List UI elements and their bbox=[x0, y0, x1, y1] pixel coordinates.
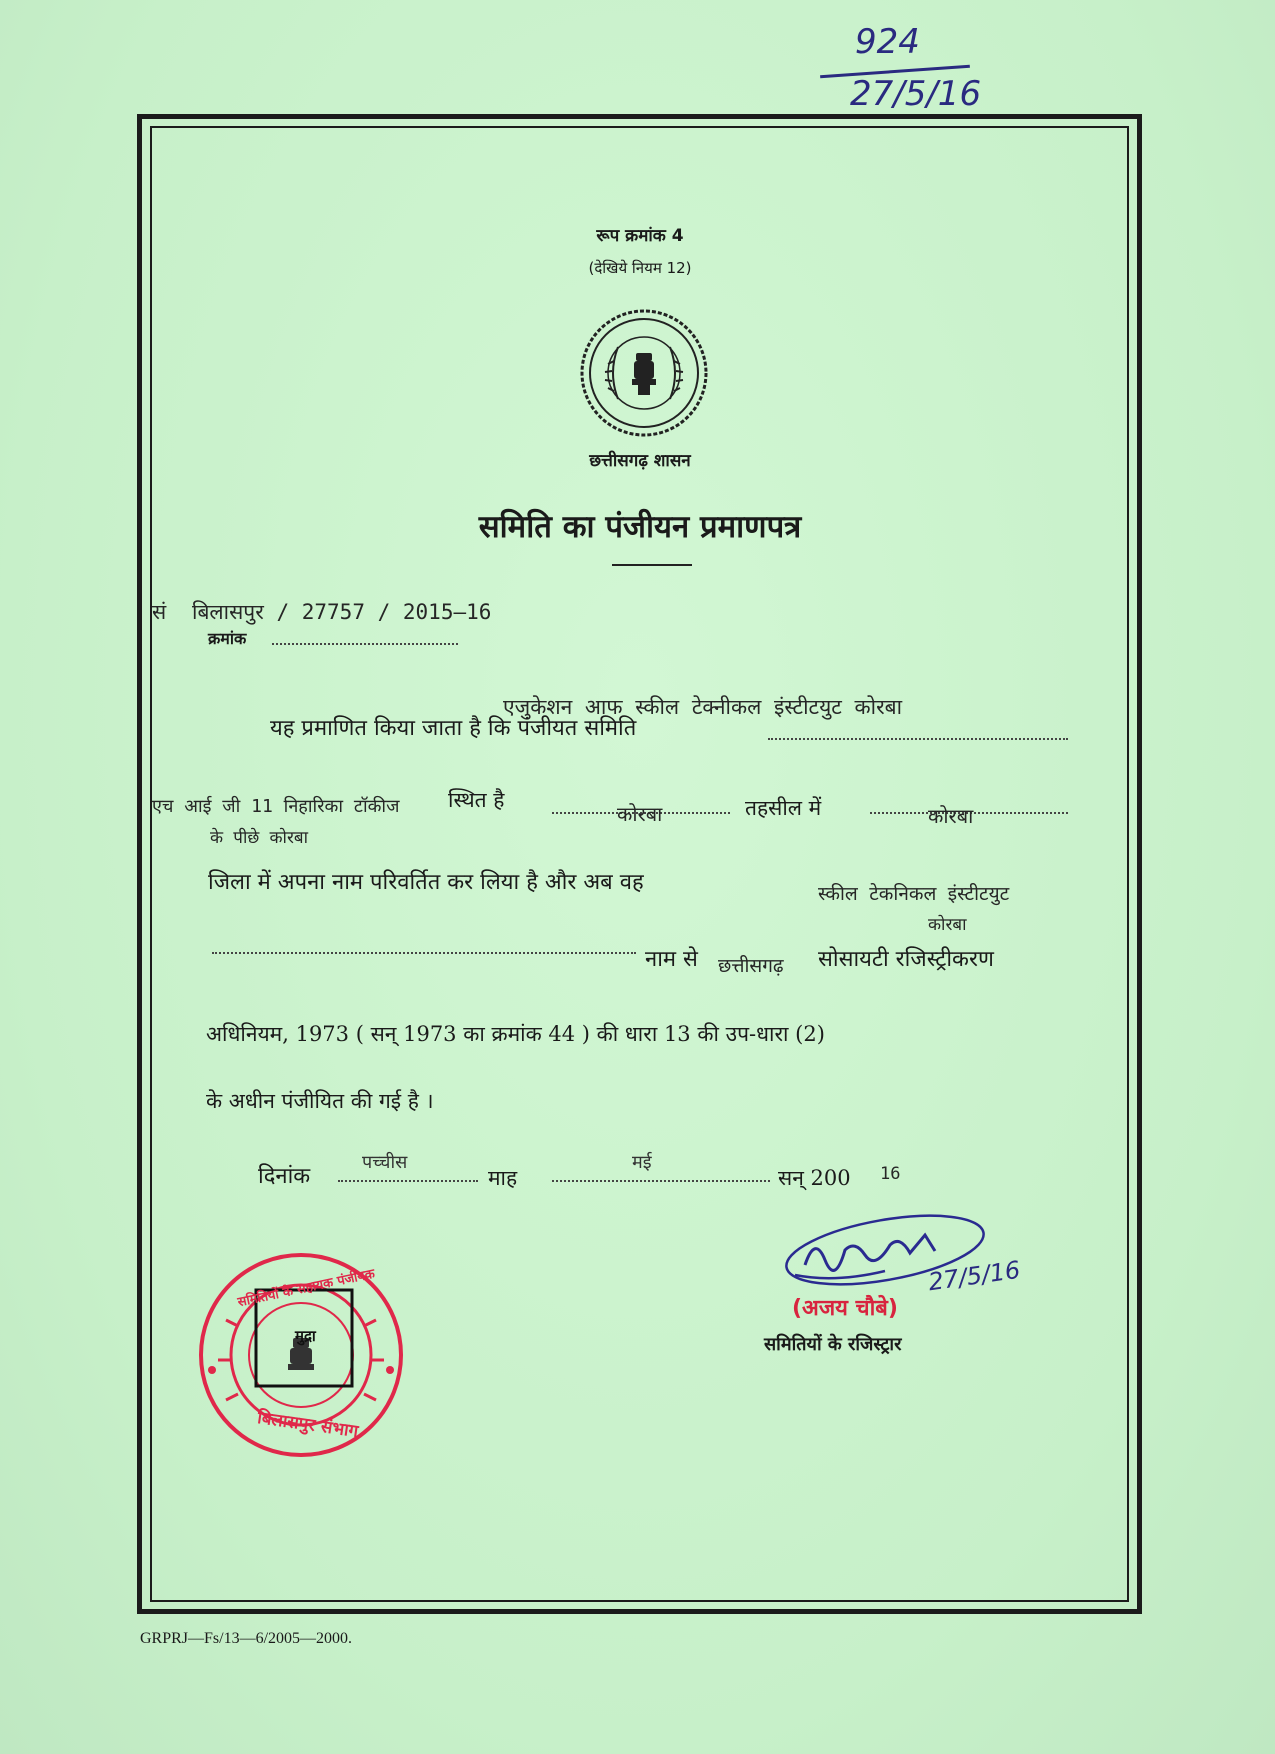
certify-line: यह प्रमाणित किया जाता है कि पंजीयत समिति bbox=[270, 716, 637, 741]
signature-date: 27/5/16 bbox=[926, 1255, 1023, 1297]
form-code-footer: GRPRJ—Fs/13—6/2005—2000. bbox=[140, 1630, 353, 1647]
serial-number: बिलासपुर / 27757 / 2015–16 bbox=[192, 600, 492, 624]
govt-name: छत्तीसगढ़ शासन bbox=[589, 451, 691, 471]
society-dotted-line bbox=[768, 738, 1068, 740]
district-value: कोरबा bbox=[928, 804, 974, 828]
registrar-signature bbox=[775, 1205, 1015, 1305]
form-number: रूप क्रमांक 4 bbox=[596, 226, 684, 246]
address-handwritten-2: के पीछे कोरबा bbox=[210, 828, 309, 848]
month-dotted-line bbox=[552, 1180, 770, 1182]
stamp-ring-text: समितियों के सहायक पंजीयक bbox=[236, 1266, 377, 1311]
stamp-bottom-text: बिलासपुर संभाग bbox=[256, 1408, 360, 1442]
date-month: मई bbox=[632, 1152, 652, 1173]
handwritten-ref-number: 924 bbox=[855, 22, 920, 62]
name-change-line: जिला में अपना नाम परिवर्तित कर लिया है और अब वह bbox=[208, 870, 644, 895]
year-suffix: 16 bbox=[880, 1164, 901, 1184]
title-underline bbox=[612, 564, 692, 566]
society-registration-label: सोसायटी रजिस्ट्रीकरण bbox=[818, 947, 994, 972]
emblem-icon bbox=[578, 307, 710, 439]
registrar-name-stamp: (अजय चौबे) bbox=[792, 1296, 898, 1321]
name-from-label: नाम से bbox=[645, 947, 698, 972]
registered-under-line: के अधीन पंजीयित की गई है । bbox=[206, 1089, 434, 1113]
act-reference-line: अधिनियम, 1973 ( सन् 1973 का क्रमांक 44 ) की धारा 13 की उप-धारा (2) bbox=[206, 1022, 825, 1046]
rule-reference: (देखिये नियम 12) bbox=[588, 259, 692, 277]
handwritten-ref-date: 27/5/16 bbox=[850, 74, 982, 114]
registrar-title: समितियों के रजिस्ट्रार bbox=[764, 1334, 902, 1355]
society-name: एजुकेशन आफ स्कील टेक्नीकल इंस्टीटयुट कोरबा bbox=[503, 695, 903, 719]
tehsil-value: कोरबा bbox=[617, 802, 663, 826]
new-society-name: स्कील टेकनिकल इंस्टीटयुट bbox=[818, 883, 1010, 905]
date-day: पच्चीस bbox=[362, 1152, 408, 1173]
stamp-center-text: मुद्रा bbox=[295, 1327, 316, 1345]
address-handwritten: एच आई जी 11 निहारिका टॉकीज bbox=[152, 796, 400, 817]
month-label: माह bbox=[488, 1166, 518, 1190]
certificate-title: समिति का पंजीयन प्रमाणपत्र bbox=[478, 509, 802, 545]
tehsil-label: तहसील में bbox=[745, 796, 822, 820]
serial-label: क्रमांक bbox=[208, 629, 247, 648]
signature-scribble bbox=[775, 1205, 1015, 1305]
year-label: सन् 200 bbox=[778, 1166, 851, 1190]
situated-label: स्थित है bbox=[448, 788, 505, 812]
date-label: दिनांक bbox=[258, 1164, 311, 1189]
state-handwritten: छत्तीसगढ़ bbox=[718, 955, 784, 977]
day-dotted-line bbox=[338, 1180, 478, 1182]
name-dotted-line bbox=[212, 952, 636, 954]
new-society-name-2: कोरबा bbox=[928, 915, 967, 935]
govt-emblem-seal bbox=[578, 307, 710, 439]
serial-prefix: सं bbox=[152, 600, 167, 624]
serial-dotted-line bbox=[272, 643, 458, 645]
